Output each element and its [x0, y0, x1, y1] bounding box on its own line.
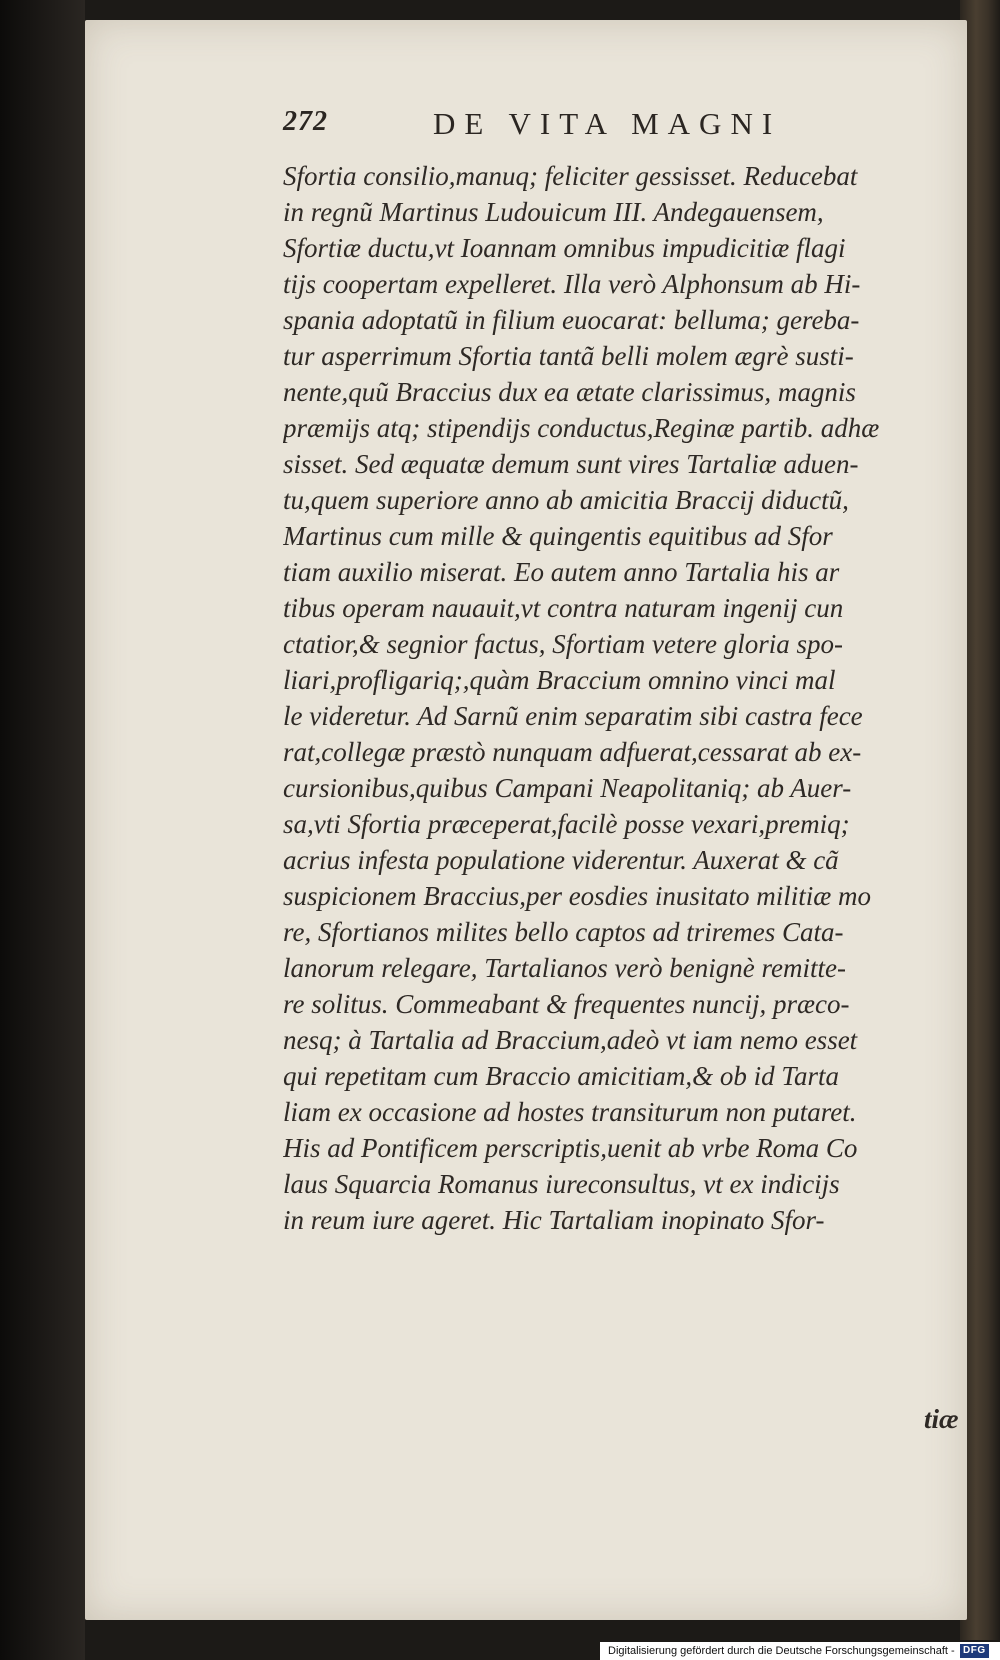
text-line: spania adoptatũ in filium euocarat: belluma; gereba-: [283, 305, 860, 335]
text-line: Sfortia consilio,manuq; feliciter gessisset. Reducebat: [283, 161, 858, 191]
text-line: le videretur. Ad Sarnũ enim separatim sibi castra fece: [283, 701, 863, 731]
text-line: His ad Pontificem perscriptis,uenit ab vrbe Roma Co: [283, 1133, 858, 1163]
text-line: tijs coopertam expelleret. Illa verò Alphonsum ab Hi-: [283, 269, 861, 299]
page-header: [283, 106, 843, 146]
text-line: liam ex occasione ad hostes transiturum non putaret.: [283, 1097, 857, 1127]
text-line: liari,profligariq;,quàm Braccium omnino vinci mal: [283, 665, 836, 695]
text-line: laus Squarcia Romanus iureconsultus, vt ex indicijs: [283, 1169, 840, 1199]
text-line: qui repetitam cum Braccio amicitiam,& ob id Tarta: [283, 1061, 839, 1091]
text-line: acrius infesta populatione viderentur. Auxerat & cã: [283, 845, 839, 875]
text-line: sa,vti Sfortia præceperat,facilè posse vexari,premiq;: [283, 809, 850, 839]
digitization-credit: Digitalisierung gefördert durch die Deutsche Forschungsgemeinschaft -: [608, 1645, 955, 1657]
text-line: re solitus. Commeabant & frequentes nuncij, præco-: [283, 989, 850, 1019]
text-line: in regnũ Martinus Ludouicum III. Andegauensem,: [283, 197, 824, 227]
body-text: [283, 158, 973, 1238]
text-line: rat,collegæ præstò nunquam adfuerat,cessarat ab ex-: [283, 737, 862, 767]
text-line: tiam auxilio miserat. Eo autem anno Tartalia his ar: [283, 557, 840, 587]
text-line: tibus operam nauauit,vt contra naturam ingenij cun: [283, 593, 844, 623]
text-line: tu,quem superiore anno ab amicitia Braccij diductũ,: [283, 485, 849, 515]
running-head: DE VITA MAGNI: [433, 106, 782, 141]
text-line: cursionibus,quibus Campani Neapolitaniq; ab Auer-: [283, 773, 852, 803]
text-line: lanorum relegare, Tartalianos verò benignè remitte-: [283, 953, 846, 983]
text-line: sisset. Sed æquatæ demum sunt vires Tartaliæ aduen-: [283, 449, 859, 479]
page-number: 272: [283, 106, 328, 137]
text-line: ctatior,& segnior factus, Sfortiam vetere gloria spo-: [283, 629, 843, 659]
dfg-logo: DFG: [960, 1644, 989, 1658]
text-line: Martinus cum mille & quingentis equitibus ad Sfor: [283, 521, 833, 551]
text-line: tur asperrimum Sfortia tantã belli molem ægrè susti-: [283, 341, 854, 371]
text-line: re, Sfortianos milites bello captos ad triremes Cata-: [283, 917, 844, 947]
text-line: in reum iure ageret. Hic Tartaliam inopinato Sfor-: [283, 1205, 825, 1235]
binding-gutter: [0, 0, 85, 1660]
text-line: præmijs atq; stipendijs conductus,Reginæ partib. adhæ: [283, 413, 880, 443]
catchword: tiæ: [924, 1404, 959, 1434]
text-line: nesq; à Tartalia ad Braccium,adeò vt iam nemo esset: [283, 1025, 858, 1055]
text-line: Sfortiæ ductu,vt Ioannam omnibus impudicitiæ flagi: [283, 233, 846, 263]
text-line: nente,quũ Braccius dux ea ætate clarissimus, magnis: [283, 377, 856, 407]
text-line: suspicionem Braccius,per eosdies inusitato militiæ mo: [283, 881, 871, 911]
